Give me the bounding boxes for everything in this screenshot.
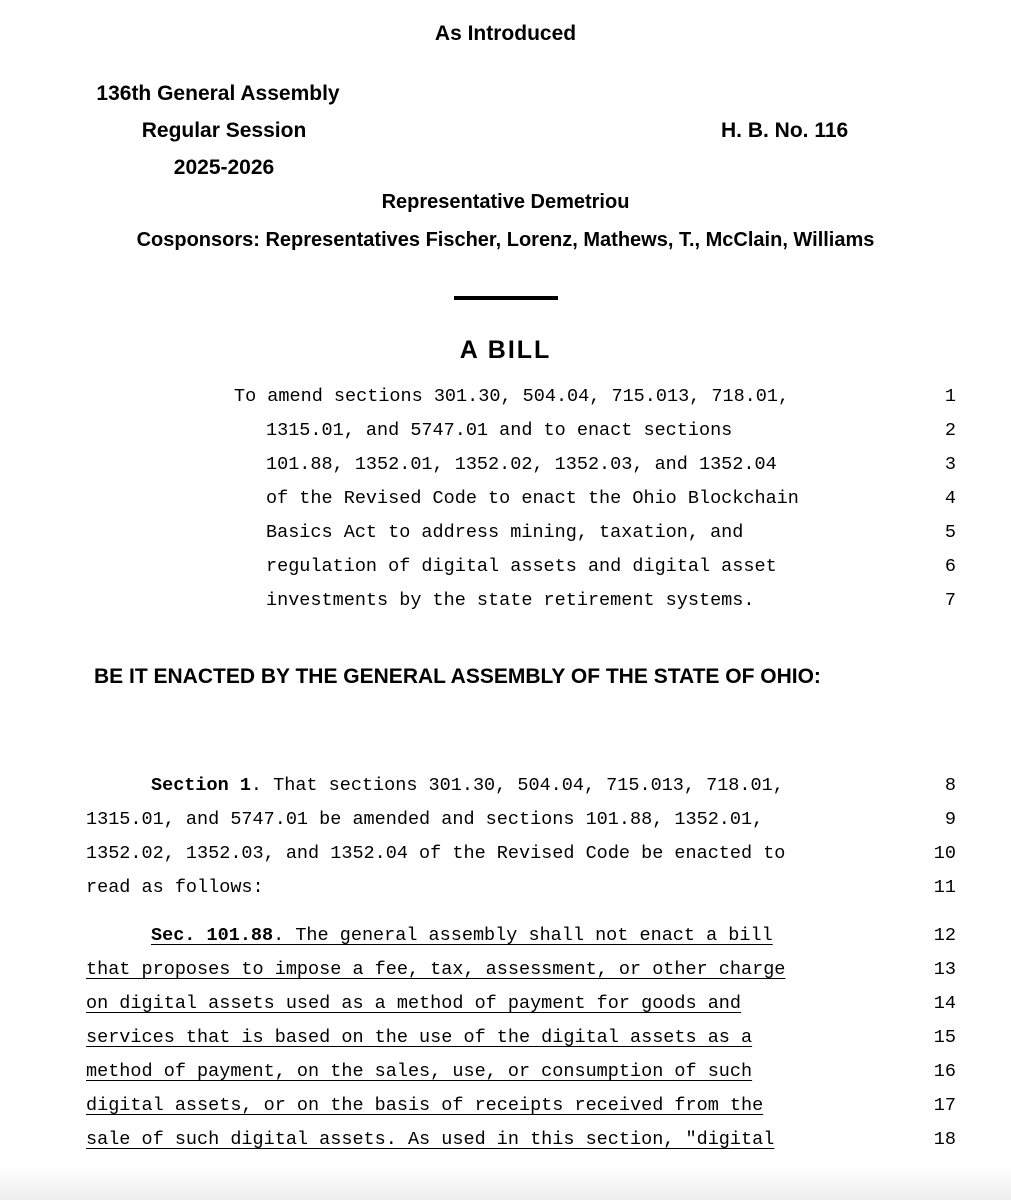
status-label: As Introduced — [434, 22, 577, 45]
section-line: sale of such digital assets. As used in this section, "digital — [86, 1129, 775, 1150]
cosponsors-label: Cosponsors: Representatives Fischer, Lorenz, Mathews, T., McClain, Williams — [136, 229, 875, 251]
line-number: 13 — [933, 959, 956, 980]
line-number: 1 — [944, 386, 956, 407]
line-number: 16 — [933, 1061, 956, 1082]
line-number: 4 — [944, 488, 956, 509]
line-number: 11 — [933, 877, 956, 898]
section-line — [151, 927, 773, 946]
line-number: 5 — [944, 522, 956, 543]
line-number: 17 — [933, 1095, 956, 1116]
assembly-label: 136th General Assembly — [96, 82, 340, 105]
line-number: 9 — [944, 809, 956, 830]
section-heading: Section 1 — [151, 775, 251, 796]
line-number: 10 — [933, 843, 956, 864]
bill-number: H. B. No. 116 — [721, 119, 849, 142]
session-label: Regular Session — [141, 119, 307, 142]
bill-title: A BILL — [459, 336, 552, 364]
preamble-line: Basics Act to address mining, taxation, and — [266, 522, 744, 543]
section-heading: Sec. 101.88 — [151, 925, 274, 946]
line-number: 6 — [944, 556, 956, 577]
section-line: 1315.01, and 5747.01 be amended and sections 101.88, 1352.01, — [86, 809, 764, 830]
years-label: 2025-2026 — [173, 156, 275, 179]
section-line: method of payment, on the sales, use, or consumption of such — [86, 1061, 753, 1082]
preamble-line: investments by the state retirement systems. — [266, 590, 755, 611]
enacting-clause: BE IT ENACTED BY THE GENERAL ASSEMBLY OF THE STATE OF OHIO: — [94, 665, 821, 688]
line-number: 2 — [944, 420, 956, 441]
preamble-line: 1315.01, and 5747.01 and to enact sections — [266, 420, 733, 441]
line-number: 15 — [933, 1027, 956, 1048]
line-number: 12 — [933, 925, 956, 946]
section-line: services that is based on the use of the digital assets as a — [86, 1027, 753, 1048]
divider-rule — [454, 296, 558, 300]
section-line: read as follows: — [86, 877, 264, 898]
preamble-line: regulation of digital assets and digital asset — [266, 556, 777, 577]
line-number: 7 — [944, 590, 956, 611]
preamble-line: To amend sections 301.30, 504.04, 715.013, 718.01, — [234, 386, 790, 407]
page-bottom-shade — [0, 1166, 1011, 1200]
section-text: . The general assembly shall not enact a bill — [273, 925, 773, 946]
preamble-line: of the Revised Code to enact the Ohio Blockchain — [266, 488, 799, 509]
line-number: 8 — [944, 775, 956, 796]
section-line: that proposes to impose a fee, tax, assessment, or other charge — [86, 959, 786, 980]
line-number: 18 — [933, 1129, 956, 1150]
section-line: 1352.02, 1352.03, and 1352.04 of the Revised Code be enacted to — [86, 843, 786, 864]
section-text: . That sections 301.30, 504.04, 715.013, 718.01, — [250, 775, 784, 796]
line-number: 3 — [944, 454, 956, 475]
line-number: 14 — [933, 993, 956, 1014]
section-line — [151, 777, 784, 796]
sponsor-label: Representative Demetriou — [381, 191, 630, 213]
section-line: digital assets, or on the basis of receipts received from the — [86, 1095, 764, 1116]
section-line: on digital assets used as a method of payment for goods and — [86, 993, 742, 1014]
preamble-line: 101.88, 1352.01, 1352.02, 1352.03, and 1352.04 — [266, 454, 777, 475]
